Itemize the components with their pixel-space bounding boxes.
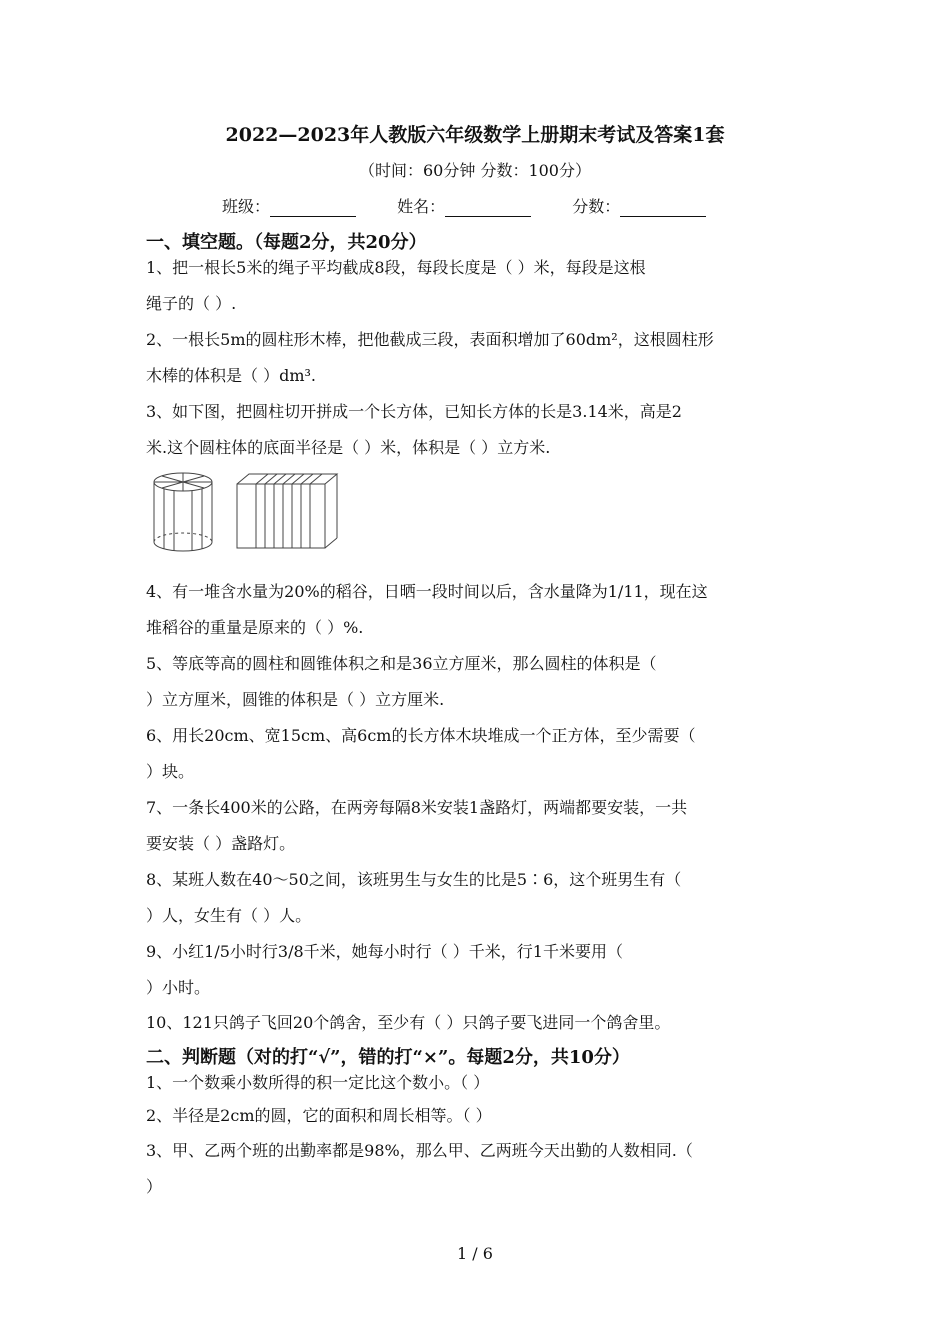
question-line: 要安装（ ）盏路灯。 bbox=[146, 834, 296, 853]
question-line: 1、一个数乘小数所得的积一定比这个数小。（ ） bbox=[146, 1073, 490, 1092]
class-label: 班级： bbox=[222, 197, 271, 216]
class-blank bbox=[270, 200, 356, 217]
question-line: 7、一条长400米的公路，在两旁每隔8米安装1盏路灯，两端都要安装，一共 bbox=[146, 798, 688, 817]
question-line: 10、121只鸽子飞回20个鸽舍，至少有（ ）只鸽子要飞进同一个鸽舍里。 bbox=[146, 1013, 671, 1032]
section-2-heading: 二、判断题（对的打“√”，错的打“×”。每题2分，共10分） bbox=[146, 1047, 630, 1068]
question-line: 2、半径是2cm的圆，它的面积和周长相等。（ ） bbox=[146, 1106, 492, 1125]
question-line: 5、等底等高的圆柱和圆锥体积之和是36立方厘米，那么圆柱的体积是（ bbox=[146, 654, 657, 673]
question-line: 1、把一根长5米的绳子平均截成8段，每段长度是（ ）米，每段是这根 bbox=[146, 258, 646, 277]
cylinder-figure bbox=[148, 470, 218, 556]
question-line: ）小时。 bbox=[146, 978, 211, 997]
section-1-heading: 一、填空题。（每题2分，共20分） bbox=[146, 232, 427, 253]
question-line: 8、某班人数在40～50之间，该班男生与女生的比是5∶6，这个班男生有（ bbox=[146, 870, 682, 889]
question-line: 绳子的（ ）. bbox=[146, 294, 237, 313]
question-line: 堆稻谷的重量是原来的（ ）%. bbox=[146, 618, 364, 637]
name-blank bbox=[445, 200, 531, 217]
question-line: ）立方厘米，圆锥的体积是（ ）立方厘米. bbox=[146, 690, 445, 709]
score-label: 分数： bbox=[572, 197, 621, 216]
question-line: 2、一根长5m的圆柱形木棒，把他截成三段，表面积增加了60dm²，这根圆柱形 bbox=[146, 330, 714, 349]
name-label: 姓名： bbox=[397, 197, 446, 216]
question-line: 木棒的体积是（ ）dm³. bbox=[146, 366, 317, 385]
page-number: 1 / 6 bbox=[457, 1244, 493, 1263]
question-line: 4、有一堆含水量为20%的稻谷，日晒一段时间以后，含水量降为1/11，现在这 bbox=[146, 582, 708, 601]
question-line: 6、用长20cm、宽15cm、高6cm的长方体木块堆成一个正方体，至少需要（ bbox=[146, 726, 696, 745]
score-blank bbox=[620, 200, 706, 217]
question-line: ）人，女生有（ ）人。 bbox=[146, 906, 312, 925]
cuboid-figure bbox=[232, 470, 344, 554]
student-info-fields bbox=[222, 194, 742, 217]
question-line: ）块。 bbox=[146, 762, 195, 781]
exam-subtitle: （时间：60分钟 分数：100分） bbox=[359, 161, 591, 180]
question-line: ） bbox=[146, 1177, 163, 1196]
question-line: 3、甲、乙两个班的出勤率都是98%，那么甲、乙两班今天出勤的人数相同.（ bbox=[146, 1141, 693, 1160]
question-line: 米.这个圆柱体的底面半径是（ ）米，体积是（ ）立方米. bbox=[146, 438, 551, 457]
exam-title: 2022—2023年人教版六年级数学上册期末考试及答案1套 bbox=[225, 124, 725, 146]
question-line: 9、小红1/5小时行3/8千米，她每小时行（ ）千米，行1千米要用（ bbox=[146, 942, 623, 961]
question-line: 3、如下图，把圆柱切开拼成一个长方体，已知长方体的长是3.14米，高是2 bbox=[146, 402, 682, 421]
